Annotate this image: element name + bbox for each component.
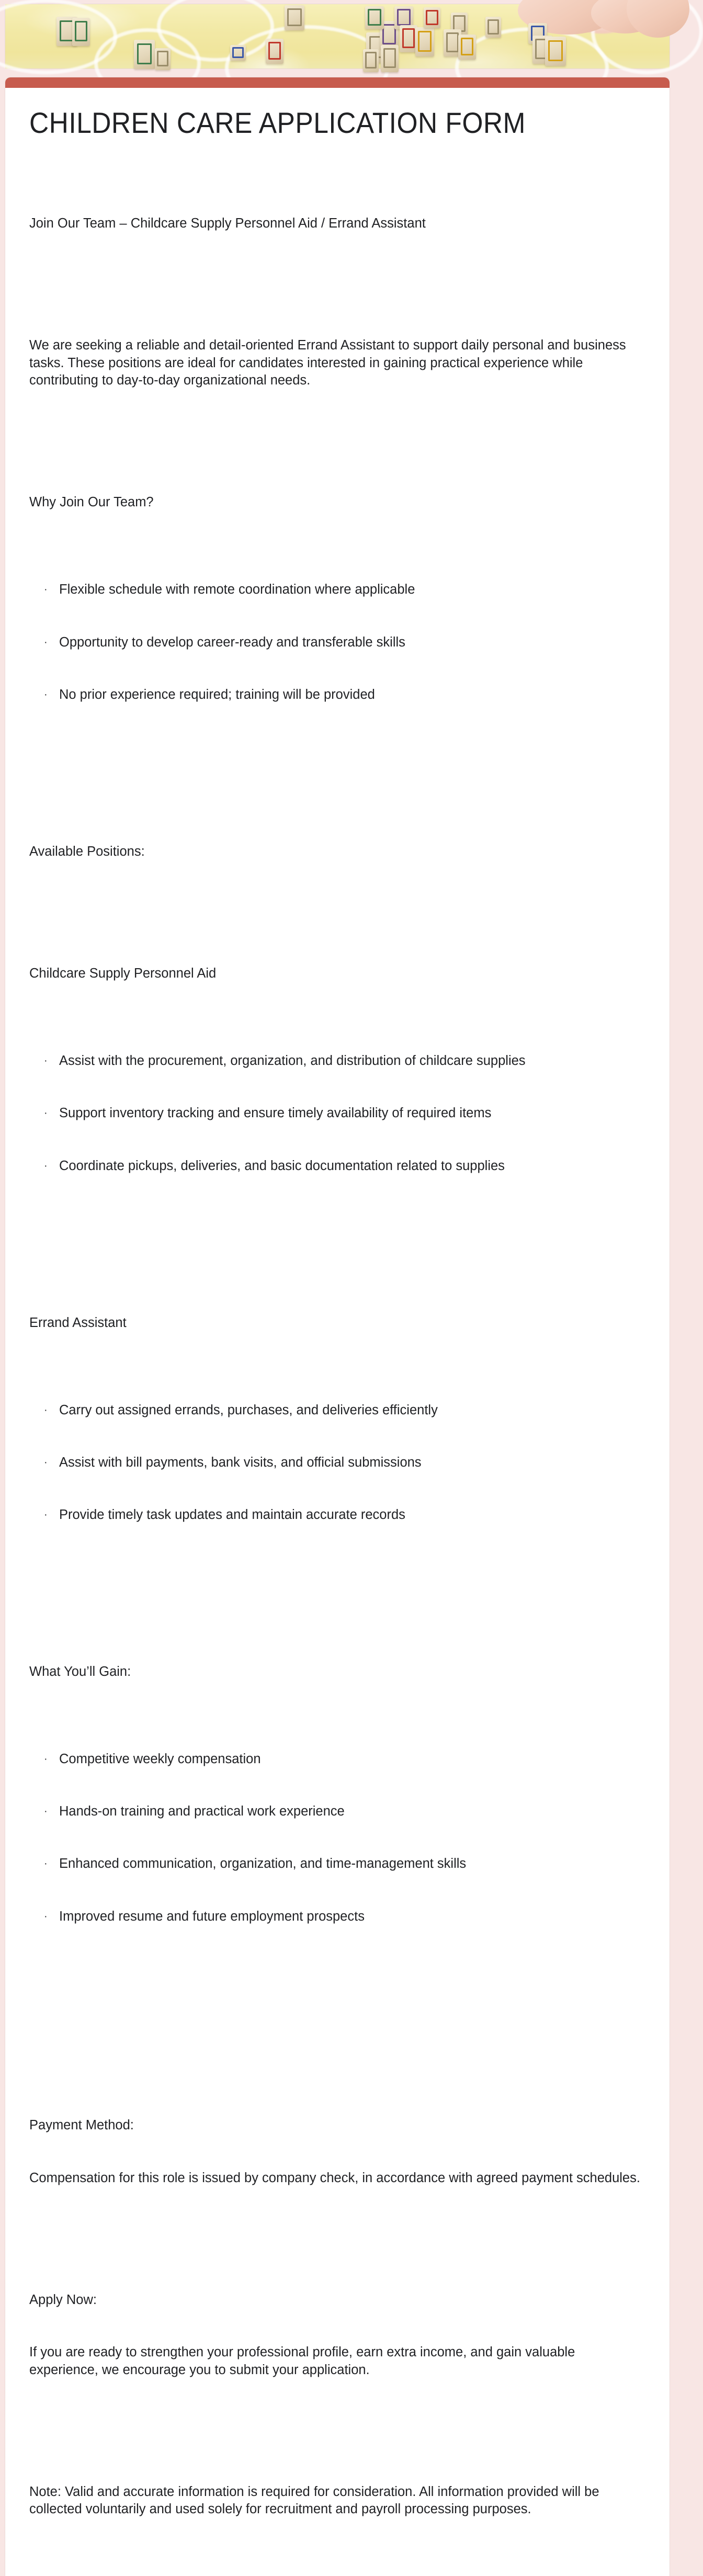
bullet-icon: · [44,1055,48,1067]
payment-method-body: Compensation for this role is issued by company check, in accordance with agreed payment schedules. [29,2170,640,2185]
spacer [29,2414,645,2431]
list-item-label: Improved resume and future employment prospects [59,1909,365,1924]
list-item-label: Support inventory tracking and ensure timely availability of required items [59,1106,492,1121]
list-item [29,1052,645,1070]
spacer [29,424,645,441]
spacer [29,1594,645,1611]
form-note: Note: Valid and accurate information is required for consideration. All information provided will be collected voluntarily and used solely for recruitment and payroll processing purposes. [29,2484,603,2517]
list-item-label: Assist with the procurement, organization, and distribution of childcare supplies [59,1053,526,1069]
list-item-label: Hands-on training and practical work experience [59,1804,345,1819]
list-item [29,1855,645,1873]
list-item [29,1908,645,1925]
bullet-icon: · [44,1508,48,1520]
spacer [29,895,645,913]
form-accent-bar [5,77,670,88]
form-header-image [5,4,670,69]
list-item [29,634,645,651]
bullet-icon: · [44,688,48,700]
spacer [29,774,645,791]
page-title: CHILDREN CARE APPLICATION FORM [29,106,526,139]
list-item [29,1454,645,1471]
spacer [29,1995,645,2012]
section-heading-why-join: Why Join Our Team? [29,495,154,510]
list-item-label: Coordinate pickups, deliveries, and basic documentation related to supplies [59,1158,505,1173]
section-heading-what-youll-gain: What You’ll Gain: [29,1664,131,1679]
section-heading-available-positions: Available Positions: [29,844,145,859]
bullet-icon: · [44,1753,48,1765]
apply-now-body: If you are ready to strengthen your professional profile, earn extra income, and gain valuable experience, we encourage you to submit your application. [29,2345,579,2377]
banner-photo [5,4,670,69]
bullet-icon: · [44,1858,48,1870]
bullet-list-why-join [29,547,645,739]
bullet-icon: · [44,1806,48,1818]
list-item-label: Enhanced communication, organization, and time-management skills [59,1856,467,1871]
spacer [29,2047,645,2064]
spacer [29,2222,645,2239]
bullet-list-errand-assistant [29,1367,645,1559]
list-item-label: No prior experience required; training will be provided [59,687,375,702]
list-item [29,1803,645,1820]
list-item-label: Competitive weekly compensation [59,1752,261,1766]
bullet-icon: · [44,1107,48,1119]
list-item-label: Provide timely task updates and maintain accurate records [59,1507,405,1522]
bullet-list-what-youll-gain [29,1716,645,1960]
list-item-label: Flexible schedule with remote coordination where applicable [59,582,415,597]
form-subtitle: Join Our Team – Childcare Supply Personnel Aid / Errand Assistant [29,215,426,231]
list-item [29,581,645,598]
list-item [29,1158,645,1175]
form-card-body [5,88,670,2576]
section-heading-payment-method: Payment Method: [29,2118,134,2133]
bullet-list-childcare-supply-personnel-aid [29,1017,645,1209]
list-item [29,1105,645,1122]
section-heading-errand-assistant: Errand Assistant [29,1315,127,1330]
bullet-icon: · [44,636,48,648]
application-form-card [5,77,670,2576]
list-item [29,1402,645,1419]
bullet-icon: · [44,1404,48,1416]
list-item-label: Assist with bill payments, bank visits, and official submissions [59,1455,422,1470]
section-heading-childcare-supply-personnel-aid: Childcare Supply Personnel Aid [29,966,217,981]
spacer [29,267,645,285]
list-item [29,1506,645,1524]
form-intro: We are seeking a reliable and detail-oriented Errand Assistant to support daily personal and business tasks. These positions are ideal for candidates interested in gaining practical experience while contributing to day-to-day organizational needs. [29,338,630,388]
list-item [29,686,645,703]
bullet-icon: · [44,584,48,596]
bullet-icon: · [44,1910,48,1922]
list-item-label: Carry out assigned errands, purchases, and deliveries efficiently [59,1402,438,1417]
bullet-icon: · [44,1456,48,1468]
spacer [29,1244,645,1262]
list-item [29,1751,645,1768]
section-heading-apply-now: Apply Now: [29,2292,97,2307]
list-item-label: Opportunity to develop career-ready and transferable skills [59,634,405,650]
form-description [29,163,645,2571]
bullet-icon: · [44,1160,48,1172]
